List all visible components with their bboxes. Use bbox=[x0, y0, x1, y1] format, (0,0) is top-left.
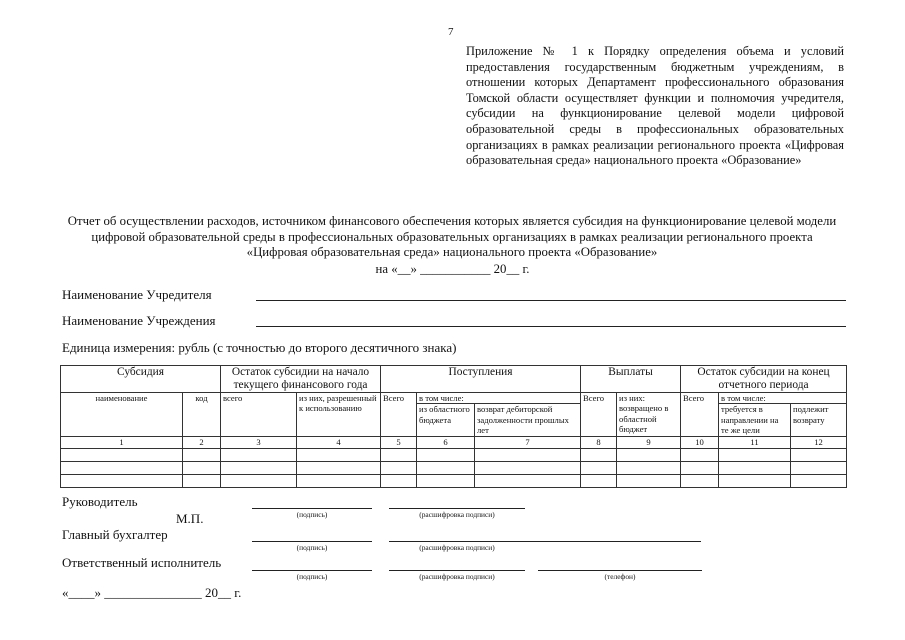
table-cell[interactable] bbox=[581, 461, 617, 474]
header-receivables-return: возврат дебиторской задолженности прошлых лет bbox=[475, 404, 581, 437]
header-receipts: Поступления bbox=[381, 366, 581, 393]
column-number: 11 bbox=[719, 437, 791, 448]
report-title: Отчет об осуществлении расходов, источником финансового обеспечения которых является субсидия на функционирование целевой модели цифровой образовательной среды в профессиональных образовательных организациях в рамках реализации регионального проекта «Цифровая образовательная среда» национального проекта «Образование» bbox=[67, 214, 837, 260]
table-cell[interactable] bbox=[221, 448, 297, 461]
column-number: 4 bbox=[297, 437, 381, 448]
header-allowed-use: из них, разрешенный к использованию bbox=[297, 393, 381, 437]
head-signature-line[interactable] bbox=[252, 508, 372, 509]
head-decoding-caption: (расшифровка подписи) bbox=[419, 510, 495, 519]
table-cell[interactable] bbox=[297, 474, 381, 487]
table-cell[interactable] bbox=[221, 461, 297, 474]
head-signature-caption: (подпись) bbox=[296, 510, 328, 519]
table-cell[interactable] bbox=[681, 461, 719, 474]
report-table bbox=[60, 365, 847, 488]
column-number: 2 bbox=[183, 437, 221, 448]
table-cell[interactable] bbox=[791, 461, 847, 474]
head-label: Руководитель bbox=[62, 494, 138, 509]
executor-phone-line[interactable] bbox=[538, 570, 702, 571]
table-cell[interactable] bbox=[297, 448, 381, 461]
report-date: на «__» ___________ 20__ г. bbox=[375, 262, 530, 276]
table-cell[interactable] bbox=[791, 448, 847, 461]
table-cell[interactable] bbox=[617, 474, 681, 487]
table-cell[interactable] bbox=[417, 448, 475, 461]
table-cell[interactable] bbox=[581, 474, 617, 487]
table-row[interactable] bbox=[61, 448, 847, 461]
table-cell[interactable] bbox=[61, 461, 183, 474]
table-cell[interactable] bbox=[719, 461, 791, 474]
table-cell[interactable] bbox=[681, 474, 719, 487]
executor-decoding-line[interactable] bbox=[389, 570, 525, 571]
table-cell[interactable] bbox=[791, 474, 847, 487]
unit-label: Единица измерения: рубль (с точностью до второго десятичного знака) bbox=[62, 340, 457, 355]
header-payments-total: Всего bbox=[581, 393, 617, 437]
table-cell[interactable] bbox=[183, 461, 221, 474]
head-decoding-line[interactable] bbox=[389, 508, 525, 509]
table-cell[interactable] bbox=[719, 448, 791, 461]
header-name: наименование bbox=[61, 393, 183, 437]
table-cell[interactable] bbox=[381, 461, 417, 474]
table-cell[interactable] bbox=[61, 474, 183, 487]
table-cell[interactable] bbox=[719, 474, 791, 487]
founder-label: Наименование Учредителя bbox=[62, 287, 212, 302]
header-from-regional-budget: из областного бюджета bbox=[417, 404, 475, 437]
table-cell[interactable] bbox=[183, 448, 221, 461]
header-subsidy: Субсидия bbox=[61, 366, 221, 393]
table-cell[interactable] bbox=[417, 461, 475, 474]
accountant-label: Главный бухгалтер bbox=[62, 527, 168, 542]
column-number: 5 bbox=[381, 437, 417, 448]
column-numbers-row bbox=[61, 437, 847, 448]
table-row[interactable] bbox=[61, 474, 847, 487]
header-code: код bbox=[183, 393, 221, 437]
table-cell[interactable] bbox=[221, 474, 297, 487]
header-needed-same-goals: требуется в направлении на те же цели bbox=[719, 404, 791, 437]
stamp-label: М.П. bbox=[176, 511, 204, 526]
institution-input-line[interactable] bbox=[256, 326, 846, 327]
table-cell[interactable] bbox=[681, 448, 719, 461]
institution-label: Наименование Учреждения bbox=[62, 313, 216, 328]
executor-label: Ответственный исполнитель bbox=[62, 555, 222, 570]
accountant-signature-line[interactable] bbox=[252, 541, 372, 542]
column-number: 1 bbox=[61, 437, 183, 448]
executor-signature-line[interactable] bbox=[252, 570, 372, 571]
table-cell[interactable] bbox=[381, 448, 417, 461]
executor-decoding-caption: (расшифровка подписи) bbox=[419, 572, 495, 581]
bottom-date: «____» _______________ 20__ г. bbox=[62, 585, 242, 600]
table-cell[interactable] bbox=[297, 461, 381, 474]
executor-signature-caption: (подпись) bbox=[296, 572, 328, 581]
header-balance-end: Остаток субсидии на конец отчетного периода bbox=[681, 366, 847, 393]
table-cell[interactable] bbox=[475, 448, 581, 461]
header-receipts-including: в том числе: bbox=[417, 393, 581, 404]
table-cell[interactable] bbox=[617, 448, 681, 461]
header-end-including: в том числе: bbox=[719, 393, 847, 404]
column-number: 9 bbox=[617, 437, 681, 448]
accountant-decoding-line[interactable] bbox=[389, 541, 701, 542]
table-cell[interactable] bbox=[475, 474, 581, 487]
header-receipts-total: Всего bbox=[381, 393, 417, 437]
header-balance-start: Остаток субсидии на начало текущего финансового года bbox=[221, 366, 381, 393]
column-number: 3 bbox=[221, 437, 297, 448]
header-payments-returned: из них: возвращено в областной бюджет bbox=[617, 393, 681, 437]
header-total-start: всего bbox=[221, 393, 297, 437]
table-cell[interactable] bbox=[61, 448, 183, 461]
header-end-total: Всего bbox=[681, 393, 719, 437]
table-cell[interactable] bbox=[381, 474, 417, 487]
column-number: 8 bbox=[581, 437, 617, 448]
header-payments: Выплаты bbox=[581, 366, 681, 393]
column-number: 10 bbox=[681, 437, 719, 448]
column-number: 12 bbox=[791, 437, 847, 448]
accountant-decoding-caption: (расшифровка подписи) bbox=[419, 543, 495, 552]
table-row[interactable] bbox=[61, 461, 847, 474]
column-number: 7 bbox=[475, 437, 581, 448]
table-cell[interactable] bbox=[417, 474, 475, 487]
header-to-be-returned: подлежит возврату bbox=[791, 404, 847, 437]
appendix-text: Приложение № 1 к Порядку определения объема и условий предоставления государственным бюджетным учреждениям, в отношении которых Департамент профессионального образования Томской области осуществляет функции и полномочия учредителя, субсидии на функционирование целевой модели цифровой образовательной среды в профессиональных образовательных организациях в рамках реализации регионального проекта «Цифровая образовательная среда» национального проекта «Образование» bbox=[466, 44, 844, 168]
founder-input-line[interactable] bbox=[256, 300, 846, 301]
executor-phone-caption: (телефон) bbox=[604, 572, 636, 581]
table-cell[interactable] bbox=[581, 448, 617, 461]
table-cell[interactable] bbox=[475, 461, 581, 474]
table-cell[interactable] bbox=[183, 474, 221, 487]
table-cell[interactable] bbox=[617, 461, 681, 474]
accountant-signature-caption: (подпись) bbox=[296, 543, 328, 552]
column-number: 6 bbox=[417, 437, 475, 448]
page-number: 7 bbox=[448, 26, 454, 38]
